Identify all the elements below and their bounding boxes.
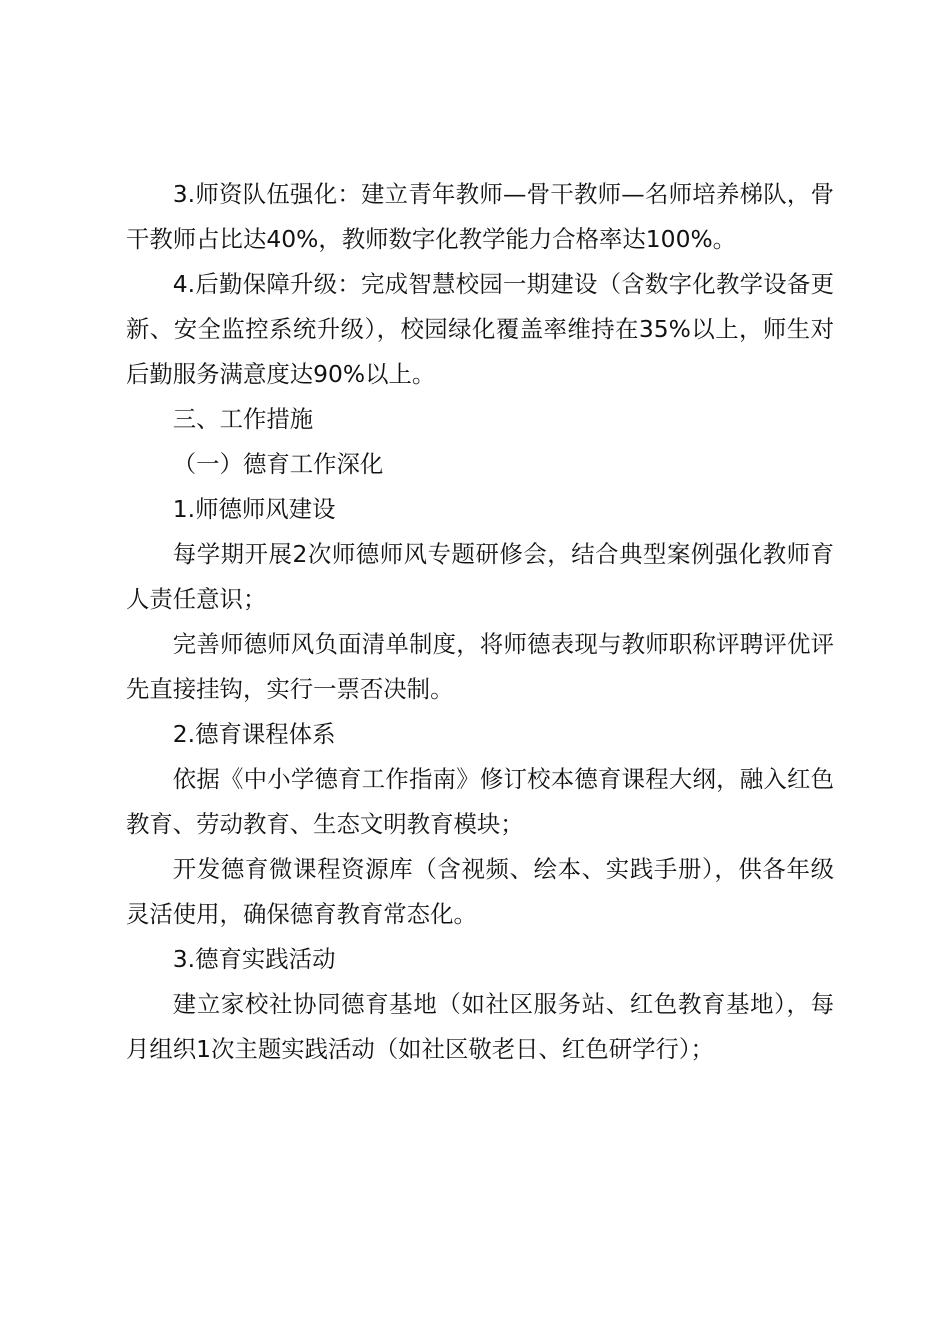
paragraph-practice-base: 建立家校社协同德育基地（如社区服务站、红色教育基地），每月组织1次主题实践活动（如社区敬老日、红色研学行）；	[126, 990, 834, 1063]
paragraph-teacher-team: 3.师资队伍强化：建立青年教师—骨干教师—名师培养梯队，骨干教师占比达40%，教师数字化教学能力合格率达100%。	[126, 180, 834, 253]
subsection-heading-moral-education: （一）德育工作深化	[172, 450, 384, 478]
document-body	[126, 172, 834, 1072]
section-heading-measures: 三、工作措施	[172, 405, 314, 433]
paragraph-logistics: 4.后勤保障升级：完成智慧校园一期建设（含数字化教学设备更新、安全监控系统升级），校园绿化覆盖率维持在35%以上，师生对后勤服务满意度达90%以上。	[126, 270, 834, 388]
item-heading-practice: 3.德育实践活动	[172, 945, 336, 973]
paragraph-ethics-seminar: 每学期开展2次师德师风专题研修会，结合典型案例强化教师育人责任意识；	[126, 540, 834, 613]
item-heading-teacher-ethics: 1.师德师风建设	[172, 495, 336, 523]
item-heading-curriculum: 2.德育课程体系	[172, 720, 336, 748]
paragraph-micro-course: 开发德育微课程资源库（含视频、绘本、实践手册），供各年级灵活使用，确保德育教育常态化。	[126, 855, 834, 928]
paragraph-curriculum-outline: 依据《中小学德育工作指南》修订校本德育课程大纲，融入红色教育、劳动教育、生态文明教育模块；	[126, 765, 834, 838]
paragraph-negative-list: 完善师德师风负面清单制度，将师德表现与教师职称评聘评优评先直接挂钩，实行一票否决制。	[126, 630, 834, 703]
